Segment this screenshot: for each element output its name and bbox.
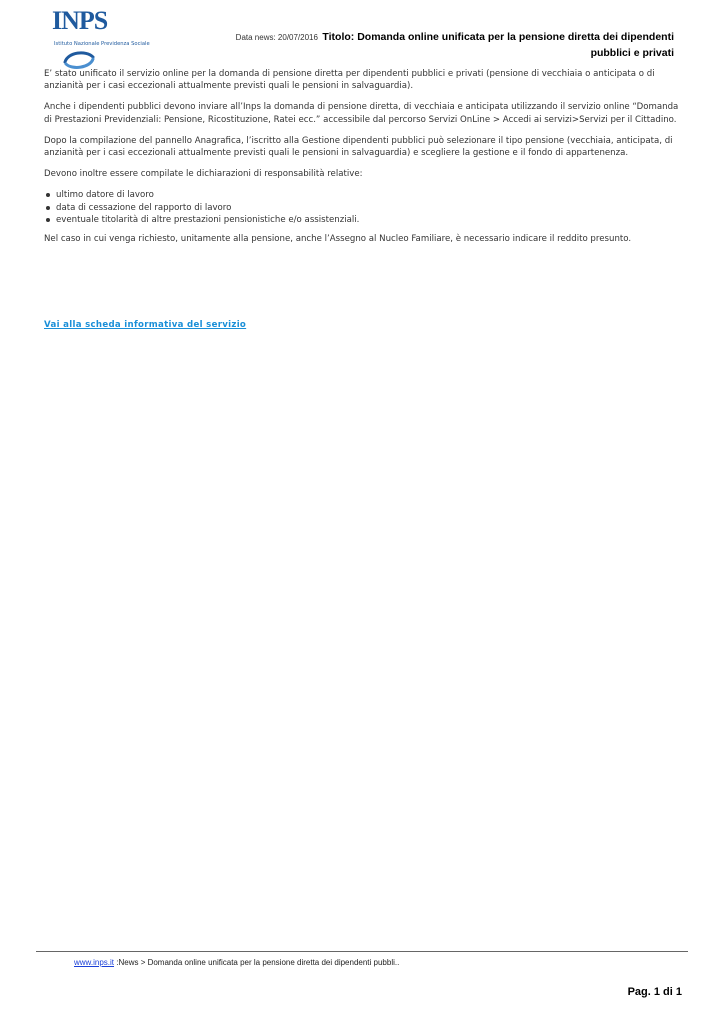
page-number: Pag. 1 di 1	[627, 986, 682, 998]
news-title-line2: pubblici e privati	[590, 46, 674, 59]
news-date: Data news: 20/07/2016	[235, 33, 318, 42]
footer-breadcrumb	[74, 958, 399, 967]
news-header	[234, 26, 674, 60]
paragraph-anagrafica: Dopo la compilazione del pannello Anagrafica, l’iscritto alla Gestione dipendenti pubblici può selezionare il tipo pensione (vecchiaia, anticipata, di anzianità per i casi eccezionali attualmente previsti quali le pensioni in salvaguardia) e scegliere la gestione e il fondo di appartenenza.	[44, 135, 673, 159]
inps-site-link[interactable]: www.inps.it	[74, 958, 115, 967]
logo-wordmark: INPS	[52, 6, 108, 35]
inps-logo	[52, 6, 162, 66]
list-item: data di cessazione del rapporto di lavoro	[44, 202, 684, 214]
service-info-link[interactable]: Vai alla scheda informativa del servizio	[44, 320, 247, 330]
dichiarazioni-list	[44, 189, 684, 226]
list-item: eventuale titolarità di altre prestazioni pensionistiche e/o assistenziali.	[44, 214, 684, 226]
footer-divider	[36, 951, 688, 952]
news-title-line1: Titolo: Domanda online unificata per la pensione diretta dei dipendenti	[322, 31, 674, 43]
paragraph-dipendenti-pubblici: Anche i dipendenti pubblici devono inviare all’Inps la domanda di pensione diretta, di vecchiaia e anticipata utilizzando il servizio online “Domanda di Prestazioni Previdenziali: Pensione, Ricostituzione, Ratei ecc.” accessibile dal percorso Servizi OnLine > Accedi ai servizi>Servizi per il Cittadino.	[44, 102, 679, 125]
paragraph-assegno-nucleo: Nel caso in cui venga richiesto, unitamente alla pensione, anche l’Assegno al Nucleo Familiare, è necessario indicare il reddito presunto.	[44, 234, 632, 245]
paragraph-unificazione: E’ stato unificato il servizio online per la domanda di pensione diretta per dipendenti pubblici e privati (pensione di vecchiaia o anticipata o di anzianità per i casi eccezionali attualmente previsti quali le pensioni in salvaguardia).	[44, 69, 655, 92]
list-item: ultimo datore di lavoro	[44, 189, 684, 201]
logo-swirl-icon	[62, 50, 96, 70]
article-body	[44, 68, 684, 254]
footer-path: :News > Domanda online unificata per la pensione diretta dei dipendenti pubbli..	[114, 958, 400, 967]
paragraph-dichiarazioni: Devono inoltre essere compilate le dichiarazioni di responsabilità relative:	[44, 169, 363, 180]
logo-subtitle: Istituto Nazionale Previdenza Sociale	[54, 41, 150, 47]
